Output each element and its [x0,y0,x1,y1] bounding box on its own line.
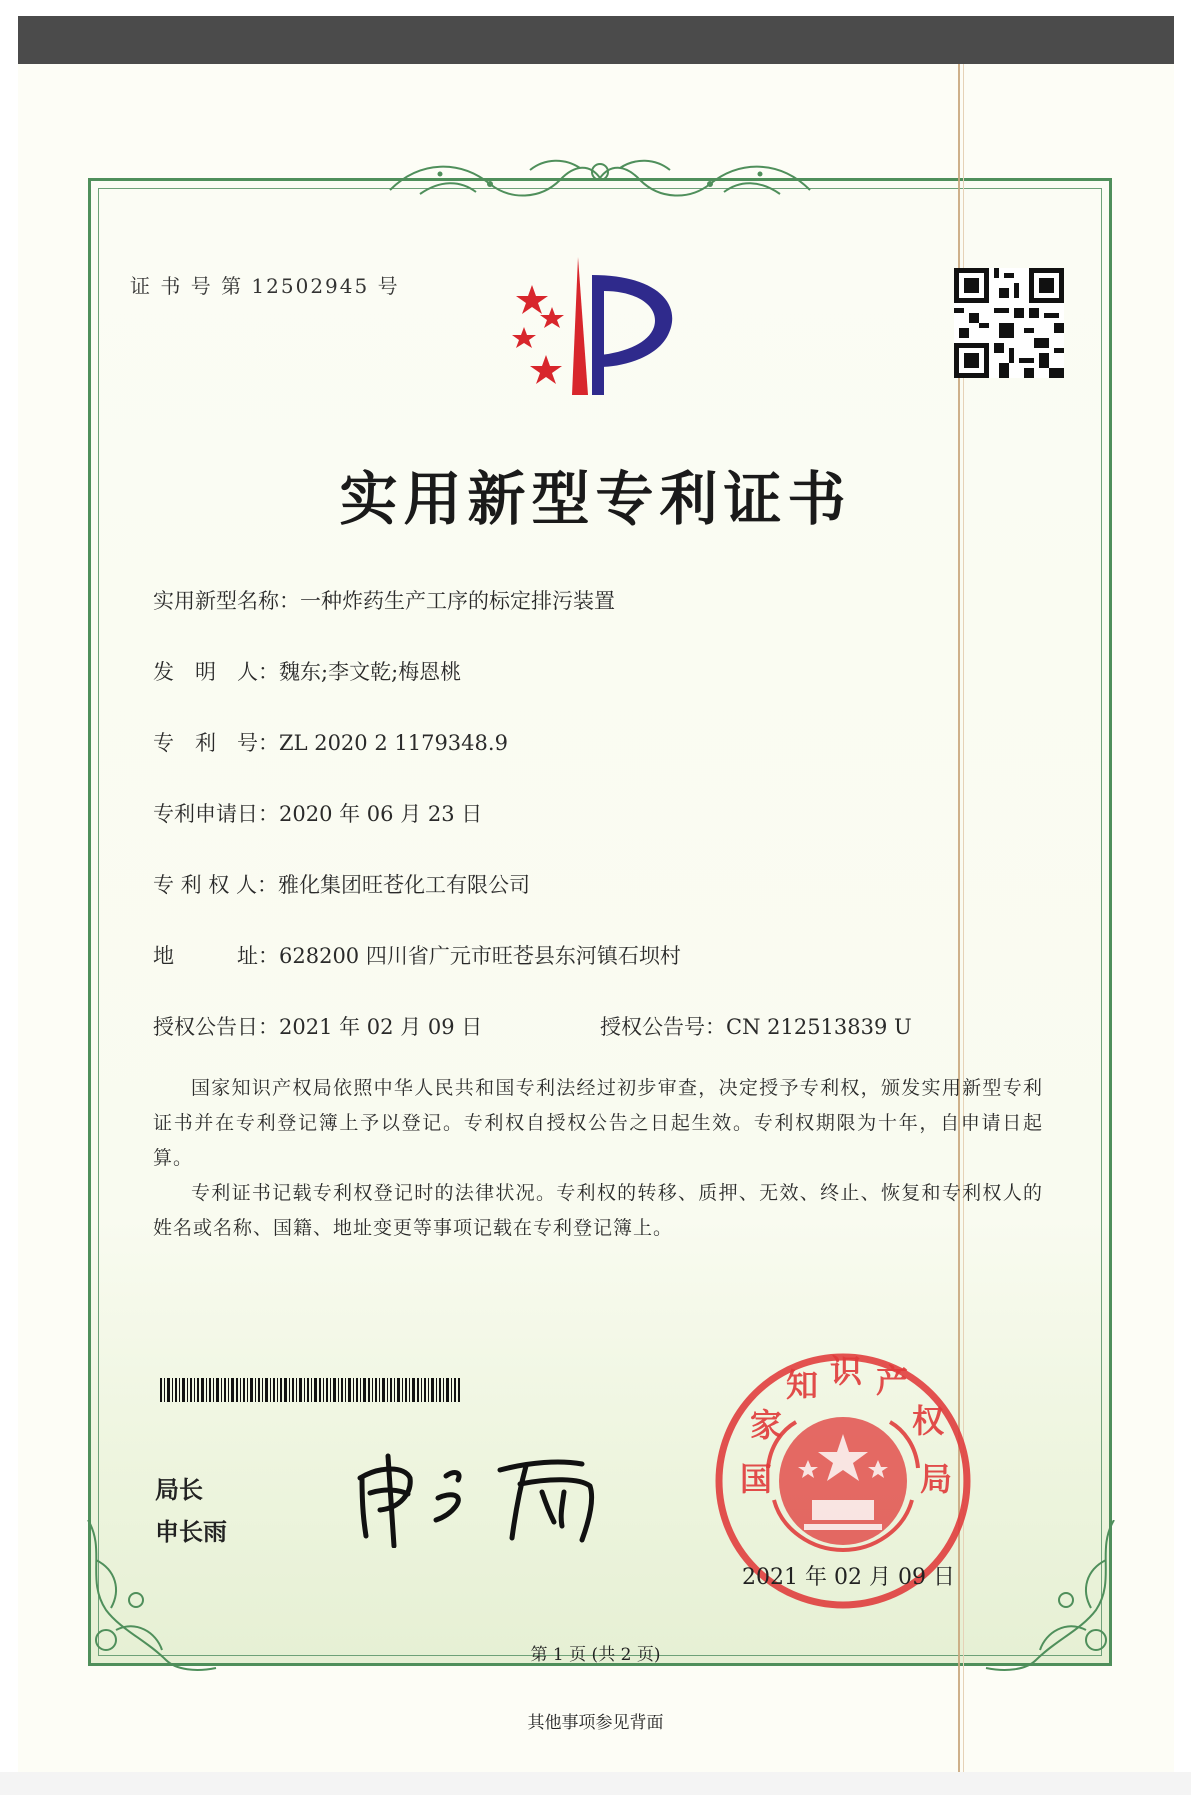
field-patent-number [153,727,508,757]
field-filing-date [153,798,482,828]
top-ornament [380,150,820,214]
certificate-title: 实用新型专利证书 [339,465,852,533]
handwritten-signature [350,1448,625,1548]
seal-text-char: 国 [740,1460,773,1498]
field-label: 地 址： [153,944,279,968]
field-grant-date [153,1011,482,1041]
field-value: CN 212513839 U [726,1015,912,1039]
director-title: 局长 [155,1476,203,1504]
seal-date: 2021 年 02 月 09 日 [742,1565,955,1590]
field-label: 实用新型名称： [153,589,300,613]
field-label: 专利申请日： [153,802,279,826]
field-grant-number [600,1011,912,1041]
field-patentee [153,869,530,899]
director-name: 申长雨 [155,1518,227,1546]
field-value: 雅化集团旺苍化工有限公司 [278,873,531,897]
field-label: 专 利 号： [153,731,279,755]
field-label: 专 利 权 人： [153,873,279,897]
field-label: 授权公告号： [600,1015,726,1039]
field-value: 628200 四川省广元市旺苍县东河镇石坝村 [279,944,681,968]
field-address [153,940,681,970]
svg-text:知: 知 [786,1366,819,1404]
svg-text:产: 产 [876,1362,909,1400]
statement-paragraph-1: 国家知识产权局依照中华人民共和国专利法经过初步审查，决定授予专利权，颁发实用新型专利证书并在专利登记簿上予以登记。专利权自授权公告之日起生效。专利权期限为十年，自申请日起算。 [153,1077,1043,1169]
page-indicator: 第 1 页 (共 2 页) [530,1645,661,1665]
field-value: 2021 年 02 月 09 日 [279,1015,483,1039]
svg-text:识: 识 [830,1352,863,1390]
field-inventor [153,656,461,686]
svg-text:权: 权 [912,1402,945,1440]
scan-bottom-edge [0,1772,1191,1795]
footer-note: 其他事项参见背面 [527,1713,664,1733]
field-value: 一种炸药生产工序的标定排污装置 [300,589,615,613]
field-value: ZL 2020 2 1179348.9 [279,731,508,755]
field-label: 授权公告日： [153,1015,279,1039]
statement-paragraph-2: 专利证书记载专利权登记时的法律状况。专利权的转移、质押、无效、终止、恢复和专利权人的姓名或名称、国籍、地址变更等事项记载在专利登记簿上。 [153,1182,1043,1239]
qr-code [954,268,1064,378]
field-utility-model-name [153,585,615,615]
svg-text:家: 家 [750,1406,783,1444]
field-label: 发 明 人： [153,660,279,684]
barcode [160,1378,460,1402]
cnipa-logo [508,255,698,405]
field-value: 魏东;李文乾;梅恩桃 [279,660,462,684]
scan-top-edge [18,16,1174,64]
svg-text:局: 局 [920,1460,953,1498]
field-value: 2020 年 06 月 23 日 [279,802,483,826]
certificate-number: 证 书 号 第 12502945 号 [130,274,400,298]
